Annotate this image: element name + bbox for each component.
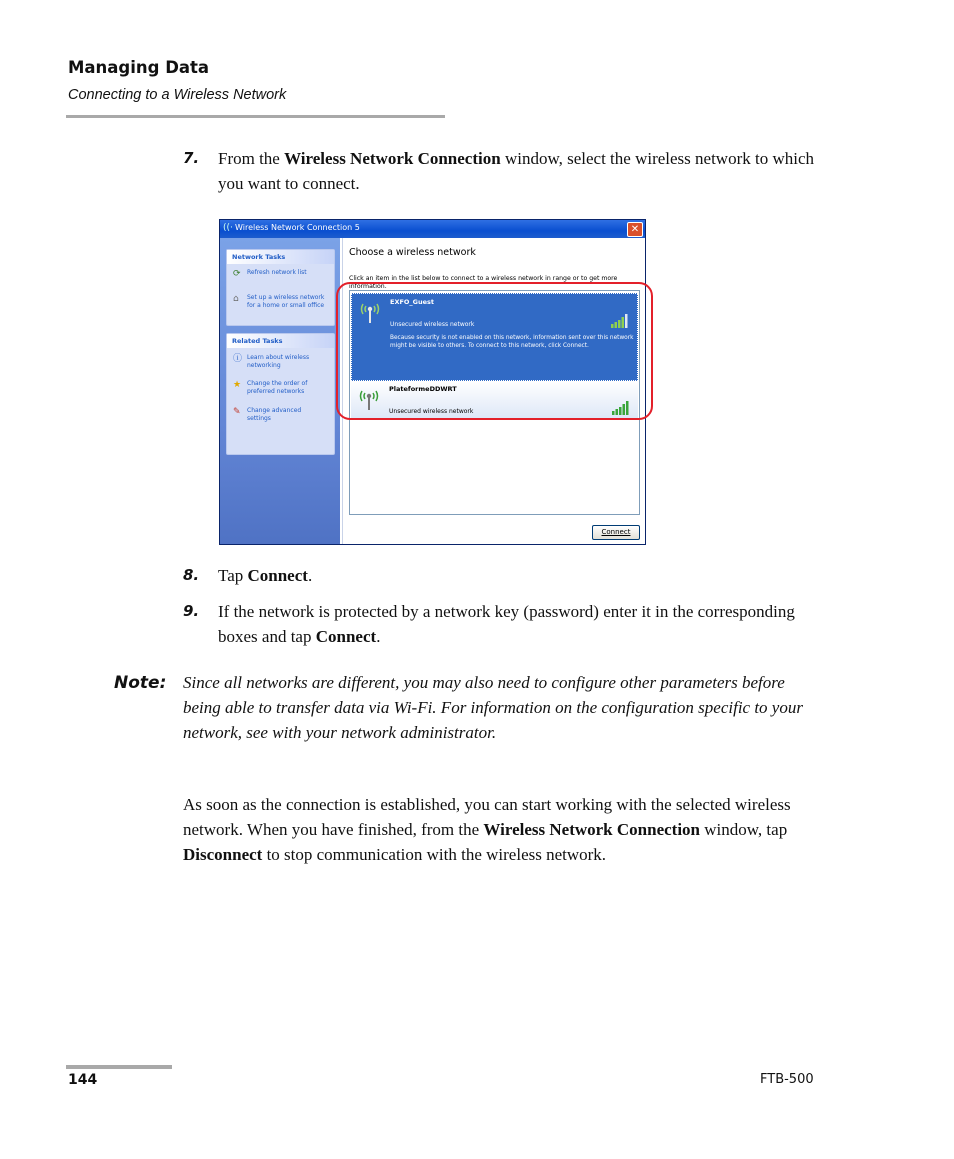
star-icon: ★ xyxy=(233,380,242,390)
highlight-ring xyxy=(336,282,653,420)
document-id: FTB-500 xyxy=(760,1072,814,1087)
related-tasks-heading: Related Tasks xyxy=(227,334,334,348)
network-security-status: Unsecured wireless network xyxy=(389,408,474,415)
network-name: EXFO_Guest xyxy=(390,298,435,306)
network-name: PlateformeDDWRT xyxy=(389,385,457,393)
close-button[interactable]: ✕ xyxy=(627,222,643,237)
closing-paragraph: As soon as the connection is established, you can start working with the selected wireless network. When you have finished, from the Wireless Network Connection window, tap Disconnect to stop communication with the wireless network. xyxy=(183,795,791,864)
choose-network-heading: Choose a wireless network xyxy=(349,247,476,258)
step-number-8: 8. xyxy=(183,566,200,584)
header-rule xyxy=(66,115,445,118)
note-label: Note: xyxy=(114,673,167,693)
footer-rule xyxy=(66,1065,172,1069)
step-9-text: If the network is protected by a network key (password) enter it in the corresponding boxes and tap Connect. xyxy=(218,602,795,646)
wireless-network-icon: ((· xyxy=(223,223,233,233)
network-security-status: Unsecured wireless network xyxy=(390,321,475,328)
chapter-title: Managing Data xyxy=(68,58,210,77)
note-text: Since all networks are different, you may also need to configure other parameters before being able to transfer data via Wi-Fi. For information on the configuration specific to your network, see with your network administrator. xyxy=(183,673,803,742)
page-number: 144 xyxy=(68,1072,98,1088)
window-title-bar xyxy=(220,220,645,238)
settings-icon: ✎ xyxy=(233,407,241,417)
network-security-warning: Because security is not enabled on this network, information sent over this network might be visible to others. To connect to this network, click Connect. xyxy=(390,335,634,349)
task-sidebar xyxy=(220,238,340,545)
setup-network-icon: ⌂ xyxy=(233,294,239,304)
section-subtitle: Connecting to a Wireless Network xyxy=(68,87,287,103)
step-7-text: From the Wireless Network Connection window, select the wireless network to which you want to connect. xyxy=(218,149,815,193)
info-icon: ⓘ xyxy=(233,354,243,364)
connect-button[interactable]: Connect xyxy=(592,525,640,540)
related-tasks-panel: Related Tasks ⓘ Learn about wireless networking ★ Change the order of preferred networks ✎ Change advanced settings xyxy=(226,333,335,455)
refresh-icon: ⟳ xyxy=(233,269,241,279)
window-title: Wireless Network Connection 5 xyxy=(235,223,360,232)
step-number-7: 7. xyxy=(183,149,200,167)
step-8-text: Tap Connect. xyxy=(218,566,313,585)
network-tasks-panel: Network Tasks ⟳ Refresh network list ⌂ Set up a wireless network for a home or small office xyxy=(226,249,335,326)
choose-network-instructions: Click an item in the list below to connect to a wireless network in range or to get more information. xyxy=(349,275,618,290)
network-tasks-heading: Network Tasks xyxy=(227,250,334,264)
step-number-9: 9. xyxy=(183,602,200,620)
